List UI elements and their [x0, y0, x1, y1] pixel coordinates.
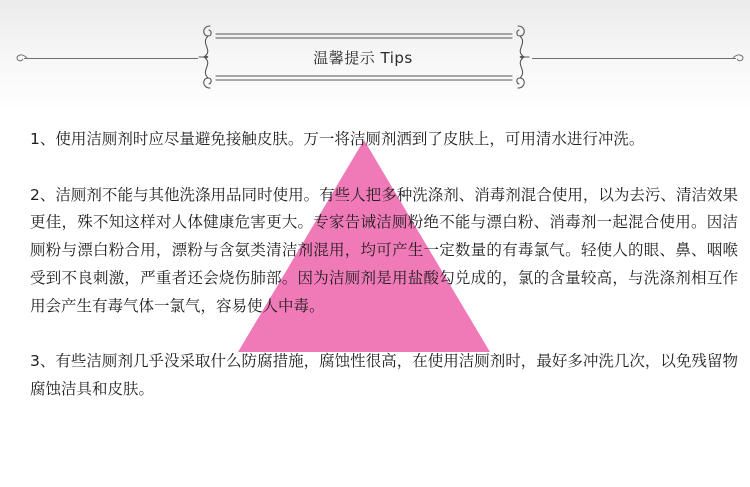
page-title: 温馨提示 Tips: [313, 48, 413, 67]
header-rule-right: [532, 58, 736, 59]
tip-paragraph-3: 3、有些洁厕剂几乎没采取什么防腐措施，腐蚀性很高，在使用洁厕剂时，最好多冲洗几次，以免残留物腐蚀洁具和皮肤。: [30, 352, 738, 399]
rule-end-ornament-left: [16, 52, 28, 64]
tips-content: [30, 126, 738, 404]
header-rule-left: [24, 58, 198, 59]
title-box: [214, 36, 512, 78]
rule-end-ornament-right: [732, 52, 744, 64]
tip-paragraph-2: 2、洁厕剂不能与其他洗涤用品同时使用。有些人把多种洗涤剂、消毒剂混合使用，以为去污、清洁效果更佳，殊不知这样对人体健康危害更大。专家告诫洁厕粉绝不能与漂白粉、消毒剂一起混合使用。因洁厕粉与漂白粉合用，漂粉与含氨类清洁剂混用，均可产生一定数量的有毒氯气。轻使人的眼、鼻、咽喉受到不良刺激，严重者还会烧伤肺部。因为洁厕剂是用盐酸勾兑成的，氯的含量较高，与洗涤剂相互作用会产生有毒气体一氯气，容易使人中毒。: [30, 185, 738, 315]
tip-paragraph-1: 1、使用洁厕剂时应尽量避免接触皮肤。万一将洁厕剂洒到了皮肤上，可用清水进行冲洗。: [30, 130, 645, 148]
